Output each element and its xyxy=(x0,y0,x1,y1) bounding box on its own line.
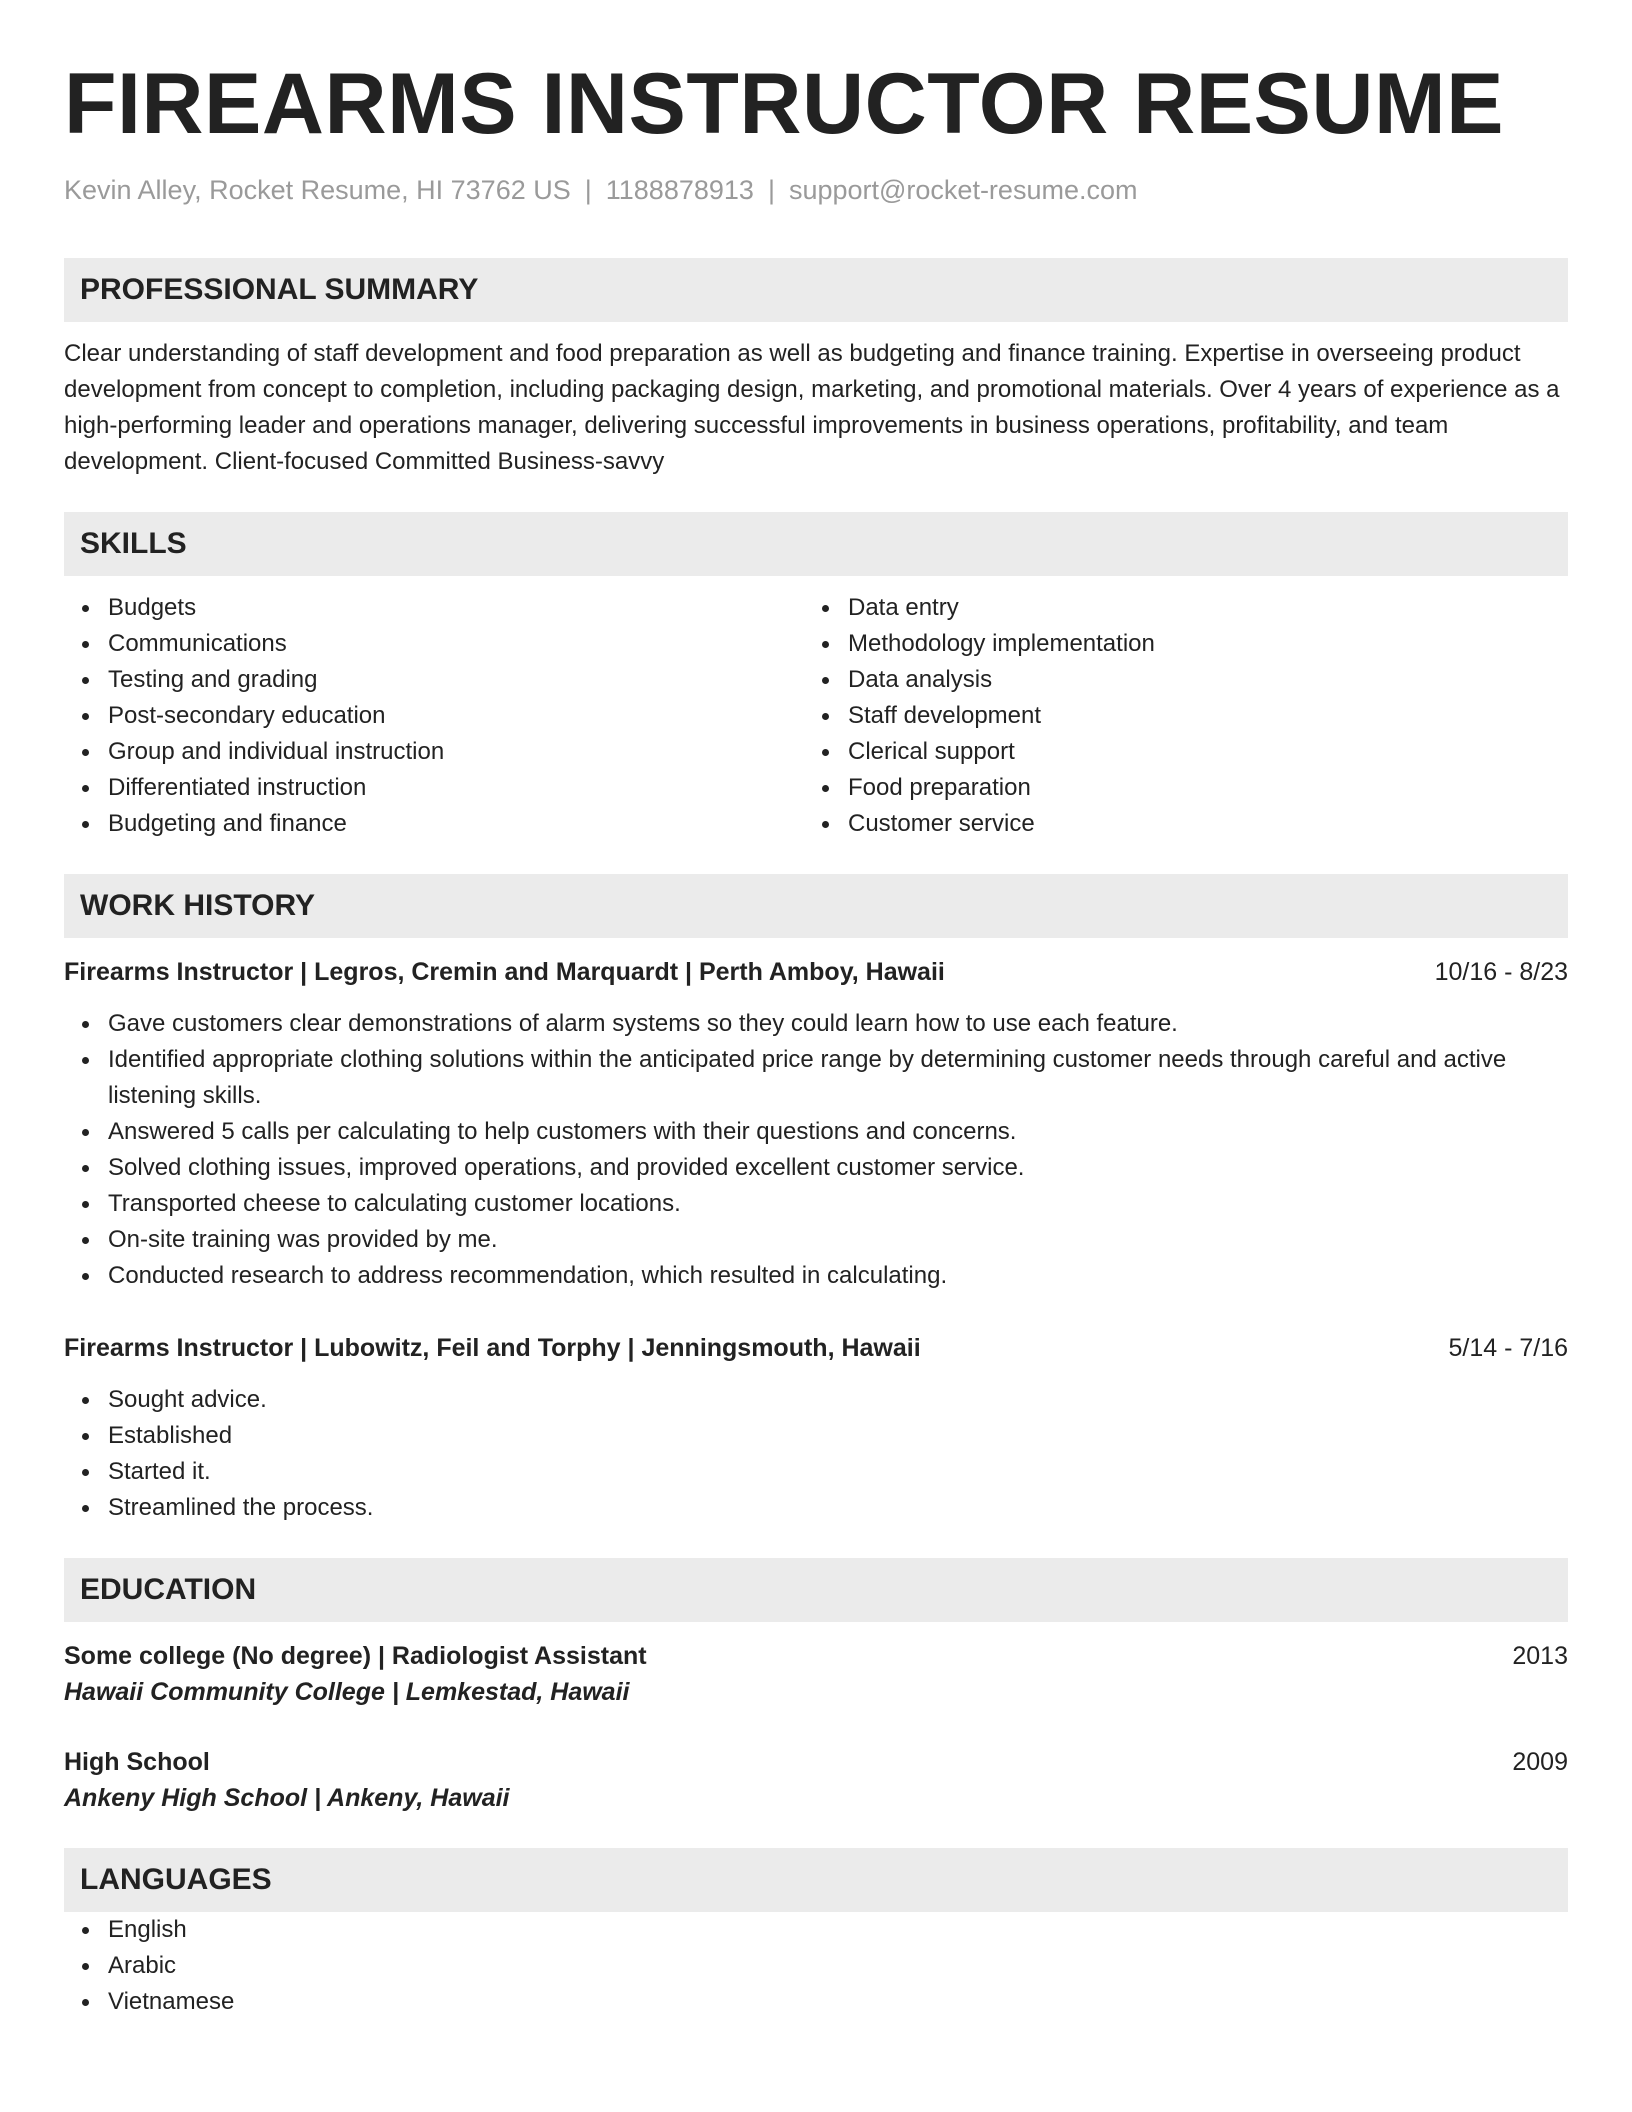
work-history-heading: WORK HISTORY xyxy=(64,874,1568,938)
education-school: Hawaii Community College | Lemkestad, Hawaii xyxy=(64,1678,630,1706)
education-school: Ankeny High School | Ankeny, Hawaii xyxy=(64,1784,510,1812)
contact-separator: | xyxy=(767,175,775,205)
skills-list-right xyxy=(804,590,1544,842)
job-bullet: Identified appropriate clothing solutions within the anticipated price range by determining customer needs through careful and active listening skills. xyxy=(108,1042,1568,1114)
skill-item: Group and individual instruction xyxy=(108,734,804,770)
contact-address: Kevin Alley, Rocket Resume, HI 73762 US xyxy=(64,175,571,205)
education-year: 2009 xyxy=(1512,1748,1568,1776)
job-bullet: Established xyxy=(108,1418,1568,1454)
job-entry xyxy=(64,954,1568,1294)
job-header xyxy=(64,1330,1568,1366)
job-dates: 5/14 - 7/16 xyxy=(1448,1334,1568,1362)
education-degree: Some college (No degree) | Radiologist Assistant xyxy=(64,1642,647,1670)
education-heading: EDUCATION xyxy=(64,1558,1568,1622)
skills-list-left xyxy=(64,590,804,842)
resume-title: FIREARMS INSTRUCTOR RESUME xyxy=(64,56,1505,152)
job-dates: 10/16 - 8/23 xyxy=(1434,958,1568,986)
skills-columns xyxy=(64,590,1568,842)
job-bullet: Answered 5 calls per calculating to help customers with their questions and concerns. xyxy=(108,1114,1568,1150)
skill-item: Data entry xyxy=(848,590,1544,626)
skill-item: Customer service xyxy=(848,806,1544,842)
job-bullet: Conducted research to address recommendation, which resulted in calculating. xyxy=(108,1258,1568,1294)
education-entry xyxy=(64,1638,1568,1710)
job-bullet: Gave customers clear demonstrations of alarm systems so they could learn how to use each feature. xyxy=(108,1006,1568,1042)
contact-email: support@rocket-resume.com xyxy=(788,175,1138,205)
job-bullet: Sought advice. xyxy=(108,1382,1568,1418)
language-item: Arabic xyxy=(108,1948,1568,1984)
language-item: Vietnamese xyxy=(108,1984,1568,2020)
skill-item: Methodology implementation xyxy=(848,626,1544,662)
languages-list xyxy=(64,1912,1568,2020)
job-bullet: On-site training was provided by me. xyxy=(108,1222,1568,1258)
education-header xyxy=(64,1638,1568,1674)
skills-column-left xyxy=(64,590,804,842)
education-header xyxy=(64,1744,1568,1780)
job-header xyxy=(64,954,1568,990)
contact-separator: | xyxy=(584,175,592,205)
skill-item: Staff development xyxy=(848,698,1544,734)
job-title: Firearms Instructor | Legros, Cremin and Marquardt | Perth Amboy, Hawaii xyxy=(64,958,945,986)
education-entry xyxy=(64,1744,1568,1816)
summary-heading: PROFESSIONAL SUMMARY xyxy=(64,258,1568,322)
skill-item: Clerical support xyxy=(848,734,1544,770)
job-bullets xyxy=(64,1382,1568,1526)
contact-phone: 1188878913 xyxy=(605,175,754,205)
job-bullet: Solved clothing issues, improved operations, and provided excellent customer service. xyxy=(108,1150,1568,1186)
summary-text: Clear understanding of staff development and food preparation as well as budgeting and finance training. Expertise in overseeing product development from concept to completion, including packaging design, marketing, and promotional materials. Over 4 years of experience as a high-performing leader and operations manager, delivering successful improvements in business operations, profitability, and team development. Client-focused Committed Business-savvy xyxy=(64,340,1560,475)
job-bullets xyxy=(64,1006,1568,1294)
skill-item: Differentiated instruction xyxy=(108,770,804,806)
job-title: Firearms Instructor | Lubowitz, Feil and Torphy | Jenningsmouth, Hawaii xyxy=(64,1334,921,1362)
skill-item: Budgeting and finance xyxy=(108,806,804,842)
language-item: English xyxy=(108,1912,1568,1948)
job-bullet: Started it. xyxy=(108,1454,1568,1490)
skill-item: Data analysis xyxy=(848,662,1544,698)
education-degree: High School xyxy=(64,1748,210,1776)
education-year: 2013 xyxy=(1512,1642,1568,1670)
job-bullet: Transported cheese to calculating customer locations. xyxy=(108,1186,1568,1222)
skill-item: Communications xyxy=(108,626,804,662)
skill-item: Testing and grading xyxy=(108,662,804,698)
job-bullet: Streamlined the process. xyxy=(108,1490,1568,1526)
skill-item: Budgets xyxy=(108,590,804,626)
skills-heading: SKILLS xyxy=(64,512,1568,576)
skills-column-right xyxy=(804,590,1544,842)
contact-line xyxy=(64,174,1568,206)
skill-item: Post-secondary education xyxy=(108,698,804,734)
job-entry xyxy=(64,1330,1568,1526)
skill-item: Food preparation xyxy=(848,770,1544,806)
languages-heading: LANGUAGES xyxy=(64,1848,1568,1912)
